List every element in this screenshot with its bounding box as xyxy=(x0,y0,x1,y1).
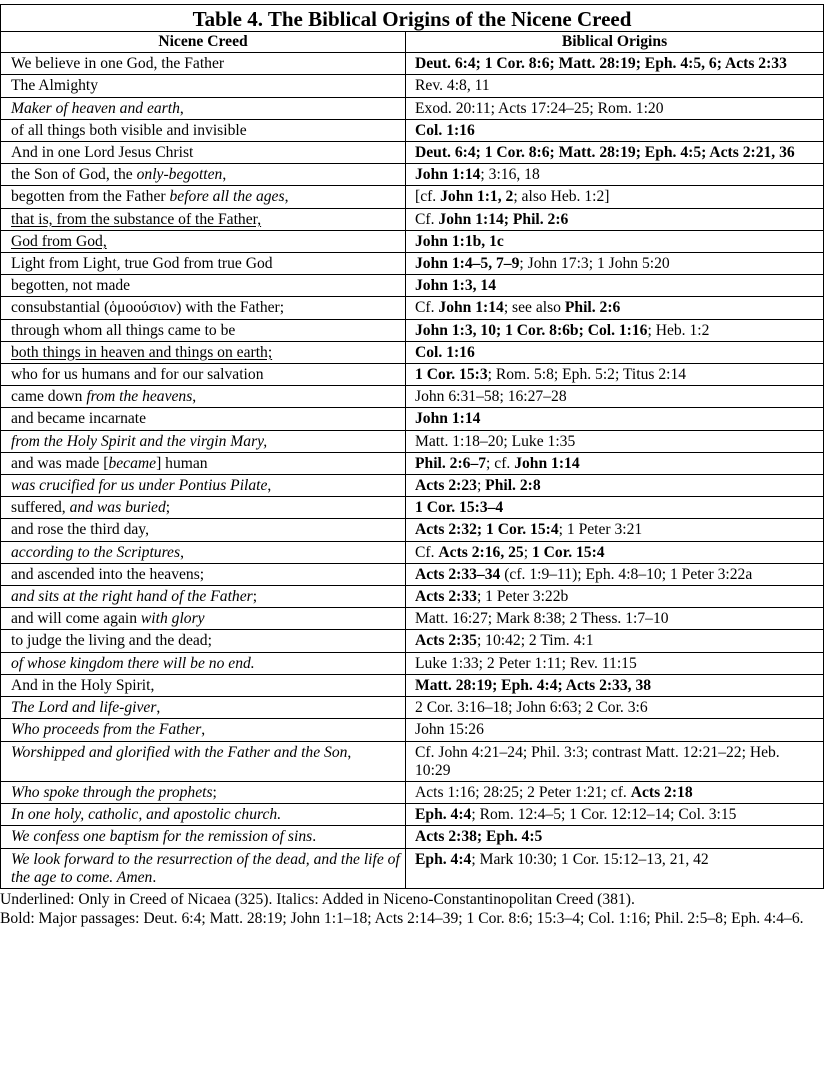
biblical-origin-cell xyxy=(406,452,824,474)
reference-text: (cf. 1:9–11); Eph. 4:8–10; 1 Peter 3:22a xyxy=(500,565,753,583)
biblical-origin-cell xyxy=(406,497,824,519)
creed-phrase-cell xyxy=(1,630,406,652)
table-row xyxy=(1,186,824,208)
creed-text: of all things both visible and invisible xyxy=(11,121,247,139)
creed-text: , xyxy=(156,699,161,717)
creed-text: and became incarnate xyxy=(11,410,147,428)
table-row xyxy=(1,563,824,585)
creed-text: Worshipped and glorified with the Father and the Son xyxy=(11,743,348,761)
reference-text: Acts 2:33–34 xyxy=(415,565,501,583)
creed-text: ] human xyxy=(156,454,208,472)
creed-phrase-cell xyxy=(1,674,406,696)
biblical-origin-cell xyxy=(406,253,824,275)
creed-phrase-cell xyxy=(1,475,406,497)
reference-text: Deut. 6:4; 1 Cor. 8:6; Matt. 28:19; Eph. 4:5, 6; Acts 2:33 xyxy=(415,55,787,73)
biblical-origin-cell xyxy=(406,630,824,652)
reference-text: Acts 2:38; Eph. 4:5 xyxy=(415,828,543,846)
reference-text: Phil. 2:8 xyxy=(485,477,541,495)
reference-text: Col. 1:16 xyxy=(415,343,475,361)
creed-text: from the Holy Spirit and the virgin Mary, xyxy=(11,432,268,450)
creed-text: and sits at the right hand of the Father xyxy=(11,588,253,606)
creed-phrase-cell xyxy=(1,386,406,408)
table-row xyxy=(1,497,824,519)
creed-phrase-cell xyxy=(1,75,406,97)
reference-text: Phil. 2:6 xyxy=(564,299,621,317)
reference-text: John 1:1b, 1c xyxy=(415,232,504,250)
table-row xyxy=(1,630,824,652)
table-row xyxy=(1,253,824,275)
creed-text: both things in heaven and things on earth; xyxy=(11,343,273,361)
table-body xyxy=(1,53,824,889)
biblical-origin-cell xyxy=(406,297,824,319)
biblical-origin-cell xyxy=(406,563,824,585)
table-title: Table 4. The Biblical Origins of the Nicene Creed xyxy=(1,5,824,32)
reference-text: ; Rom. 5:8; Eph. 5:2; Titus 2:14 xyxy=(487,366,687,384)
table-row xyxy=(1,297,824,319)
biblical-origin-cell xyxy=(406,608,824,630)
reference-text: 1 Cor. 15:4 xyxy=(531,543,605,561)
creed-text: and was made [ xyxy=(11,454,109,472)
table-row xyxy=(1,475,824,497)
creed-text: We look forward to the resurrection of the dead, and the life of the age to come. Amen xyxy=(11,850,400,886)
creed-phrase-cell xyxy=(1,364,406,386)
reference-text: Rev. 4:8, 11 xyxy=(415,77,490,95)
reference-text: Cf. xyxy=(415,210,439,228)
biblical-origin-cell xyxy=(406,804,824,826)
biblical-origin-cell xyxy=(406,781,824,803)
table-row xyxy=(1,848,824,888)
creed-text: We confess one baptism for the remission of sins xyxy=(11,828,313,846)
creed-phrase-cell xyxy=(1,408,406,430)
biblical-origin-cell xyxy=(406,430,824,452)
creed-text: and ascended into the heavens; xyxy=(11,565,205,583)
reference-text: Cf. xyxy=(415,299,439,317)
reference-text: 2 Cor. 3:16–18; John 6:63; 2 Cor. 3:6 xyxy=(415,699,648,717)
reference-text: John 1:14 xyxy=(415,410,481,428)
reference-text: Col. 1:16 xyxy=(415,121,475,139)
biblical-origin-cell xyxy=(406,53,824,75)
biblical-origin-cell xyxy=(406,75,824,97)
table-row xyxy=(1,208,824,230)
table-row xyxy=(1,608,824,630)
reference-text: Eph. 4:4 xyxy=(415,850,472,868)
reference-text: John 6:31–58; 16:27–28 xyxy=(415,388,567,406)
creed-text: with glory xyxy=(140,610,205,628)
table-row xyxy=(1,519,824,541)
creed-text: who for us humans and for our salvation xyxy=(11,366,264,384)
reference-text: Matt. 1:18–20; Luke 1:35 xyxy=(415,432,576,450)
creed-text: , xyxy=(222,166,227,184)
creed-text: ; xyxy=(212,783,217,801)
notes-legend-line: Underlined: Only in Creed of Nicaea (325). Italics: Added in Niceno-Constantinopolitan Creed (381). xyxy=(0,890,635,908)
reference-text: ; 3:16, 18 xyxy=(480,166,540,184)
creed-text: The Lord and life-giver xyxy=(11,699,157,717)
reference-text: 1 Cor. 15:3 xyxy=(415,366,488,384)
biblical-origin-cell xyxy=(406,230,824,252)
biblical-origin-cell xyxy=(406,164,824,186)
reference-text: John 1:14; Phil. 2:6 xyxy=(438,210,569,228)
creed-phrase-cell xyxy=(1,341,406,363)
creed-text: . xyxy=(152,868,157,886)
creed-phrase-cell xyxy=(1,230,406,252)
reference-text: ; Heb. 1:2 xyxy=(647,321,710,339)
creed-text: from the heavens xyxy=(86,388,193,406)
table-row xyxy=(1,142,824,164)
biblical-origin-cell xyxy=(406,586,824,608)
biblical-origin-cell xyxy=(406,652,824,674)
creed-phrase-cell xyxy=(1,53,406,75)
table-row xyxy=(1,719,824,741)
creed-phrase-cell xyxy=(1,826,406,848)
biblical-origin-cell xyxy=(406,826,824,848)
creed-phrase-cell xyxy=(1,142,406,164)
table-row xyxy=(1,541,824,563)
biblical-origin-cell xyxy=(406,364,824,386)
creed-phrase-cell xyxy=(1,804,406,826)
creed-text: , xyxy=(192,388,197,406)
table-row xyxy=(1,275,824,297)
creed-text: , xyxy=(201,721,206,739)
table-row xyxy=(1,341,824,363)
table-row xyxy=(1,364,824,386)
table-notes xyxy=(0,889,824,928)
creed-text: God from God, xyxy=(11,232,107,250)
biblical-origin-cell xyxy=(406,142,824,164)
creed-text: begotten from the Father xyxy=(11,188,170,206)
reference-text: Matt. 28:19; Eph. 4:4; Acts 2:33, 38 xyxy=(415,676,652,694)
biblical-origin-cell xyxy=(406,719,824,741)
biblical-origin-cell xyxy=(406,186,824,208)
creed-text: and was buried xyxy=(69,499,166,517)
table-row xyxy=(1,826,824,848)
creed-phrase-cell xyxy=(1,319,406,341)
creed-text: The Almighty xyxy=(11,77,99,95)
creed-text: , xyxy=(284,188,289,206)
reference-text: John 15:26 xyxy=(415,721,484,739)
creed-text: according to the Scriptures xyxy=(11,543,181,561)
biblical-origin-cell xyxy=(406,519,824,541)
biblical-origin-cell xyxy=(406,341,824,363)
table-row xyxy=(1,97,824,119)
creed-text: consubstantial (ὁμοούσιον) with the Father; xyxy=(11,299,285,317)
creed-phrase-cell xyxy=(1,608,406,630)
creed-text: And in the Holy Spirit, xyxy=(11,676,155,694)
reference-text: Acts 2:23 xyxy=(415,477,477,495)
creed-phrase-cell xyxy=(1,297,406,319)
creed-text: Light from Light, true God from true God xyxy=(11,255,273,273)
reference-text: ; see also xyxy=(503,299,565,317)
creed-phrase-cell xyxy=(1,275,406,297)
column-header-nicene-creed: Nicene Creed xyxy=(1,32,406,53)
table-row xyxy=(1,652,824,674)
creed-phrase-cell xyxy=(1,652,406,674)
reference-text: Exod. 20:11; Acts 17:24–25; Rom. 1:20 xyxy=(415,99,664,117)
biblical-origin-cell xyxy=(406,848,824,888)
creed-text: Who spoke through the prophets xyxy=(11,783,213,801)
creed-phrase-cell xyxy=(1,497,406,519)
table-row xyxy=(1,697,824,719)
creed-text: And in one Lord Jesus Christ xyxy=(11,144,194,162)
creed-text: ; xyxy=(165,499,171,517)
creed-phrase-cell xyxy=(1,541,406,563)
reference-text: Acts 2:16, 25 xyxy=(438,543,524,561)
reference-text: John 1:14 xyxy=(415,166,481,184)
table-row xyxy=(1,586,824,608)
reference-text: Cf. John 4:21–24; Phil. 3:3; contrast Matt. 12:21–22; Heb. 10:29 xyxy=(415,743,780,779)
table-row xyxy=(1,164,824,186)
reference-text: John 1:14 xyxy=(438,299,504,317)
creed-phrase-cell xyxy=(1,119,406,141)
biblical-origin-cell xyxy=(406,541,824,563)
notes-major-passages-line: Bold: Major passages: Deut. 6:4; Matt. 28:19; John 1:1–18; Acts 2:14–39; 1 Cor. 8:6; 15:3–4; Col. 1:16; Phil. 2:5–8; Eph. 4:4–6. xyxy=(0,909,804,927)
reference-text: ; xyxy=(476,477,486,495)
creed-phrase-cell xyxy=(1,563,406,585)
column-header-biblical-origins: Biblical Origins xyxy=(406,32,824,53)
creed-text: begotten, not made xyxy=(11,277,131,295)
creed-origins-table xyxy=(0,4,824,889)
creed-phrase-cell xyxy=(1,208,406,230)
creed-text: In one holy, catholic, and apostolic church. xyxy=(11,806,282,824)
reference-text: ; also Heb. 1:2] xyxy=(513,188,610,206)
creed-text: , xyxy=(347,743,352,761)
reference-text: John 1:3, 14 xyxy=(415,277,497,295)
creed-phrase-cell xyxy=(1,452,406,474)
table-row xyxy=(1,804,824,826)
reference-text: Acts 1:16; 28:25; 2 Peter 1:21; cf. xyxy=(415,783,631,801)
reference-text: Phil. 2:6–7 xyxy=(415,454,487,472)
creed-text: Maker of heaven and earth xyxy=(11,99,180,117)
reference-text: Matt. 16:27; Mark 8:38; 2 Thess. 1:7–10 xyxy=(415,610,669,628)
reference-text: ; 10:42; 2 Tim. 4:1 xyxy=(476,632,594,650)
biblical-origin-cell xyxy=(406,319,824,341)
creed-phrase-cell xyxy=(1,186,406,208)
table-row xyxy=(1,452,824,474)
biblical-origin-cell xyxy=(406,475,824,497)
reference-text: Cf. xyxy=(415,543,439,561)
creed-phrase-cell xyxy=(1,781,406,803)
creed-phrase-cell xyxy=(1,697,406,719)
creed-phrase-cell xyxy=(1,848,406,888)
biblical-origin-cell xyxy=(406,208,824,230)
table-row xyxy=(1,119,824,141)
creed-text: and will come again xyxy=(11,610,141,628)
creed-text: of whose kingdom there will be no end. xyxy=(11,654,255,672)
table-row xyxy=(1,741,824,781)
creed-text: , xyxy=(179,99,184,117)
reference-text: Luke 1:33; 2 Peter 1:11; Rev. 11:15 xyxy=(415,654,637,672)
reference-text: 1 Cor. 15:3–4 xyxy=(415,499,504,517)
reference-text: John 1:3, 10; 1 Cor. 8:6b; Col. 1:16 xyxy=(415,321,648,339)
reference-text: Deut. 6:4; 1 Cor. 8:6; Matt. 28:19; Eph. 4:5; Acts 2:21, 36 xyxy=(415,144,795,162)
creed-text: to judge the living and the dead; xyxy=(11,632,212,650)
reference-text: ; cf. xyxy=(486,454,515,472)
creed-text: . xyxy=(312,828,317,846)
reference-text: ; xyxy=(523,543,532,561)
biblical-origin-cell xyxy=(406,119,824,141)
table-row xyxy=(1,781,824,803)
table-row xyxy=(1,674,824,696)
biblical-origin-cell xyxy=(406,386,824,408)
creed-text: suffered, xyxy=(11,499,70,517)
biblical-origin-cell xyxy=(406,275,824,297)
reference-text: John 1:14 xyxy=(514,454,580,472)
reference-text: ; Rom. 12:4–5; 1 Cor. 12:12–14; Col. 3:15 xyxy=(471,806,737,824)
creed-text: ; xyxy=(252,588,258,606)
table-row xyxy=(1,53,824,75)
creed-text: came down xyxy=(11,388,87,406)
creed-text: , xyxy=(267,477,272,495)
creed-text: Who proceeds from the Father xyxy=(11,721,202,739)
creed-text: We believe in one God, the Father xyxy=(11,55,225,73)
biblical-origin-cell xyxy=(406,741,824,781)
reference-text: ; Mark 10:30; 1 Cor. 15:12–13, 21, 42 xyxy=(471,850,709,868)
reference-text: Acts 2:18 xyxy=(630,783,693,801)
reference-text: ; John 17:3; 1 John 5:20 xyxy=(519,255,670,273)
table-row xyxy=(1,386,824,408)
creed-text: , xyxy=(180,543,184,561)
table-row xyxy=(1,408,824,430)
creed-phrase-cell xyxy=(1,253,406,275)
creed-text: and rose the third day, xyxy=(11,521,149,539)
creed-phrase-cell xyxy=(1,741,406,781)
creed-text: before all the ages xyxy=(169,188,285,206)
creed-text: the Son of God, the xyxy=(11,166,137,184)
creed-text: became xyxy=(108,454,157,472)
biblical-origin-cell xyxy=(406,674,824,696)
table-row xyxy=(1,75,824,97)
reference-text: [cf. xyxy=(415,188,441,206)
reference-text: John 1:4–5, 7–9 xyxy=(415,255,520,273)
reference-text: Acts 2:35 xyxy=(415,632,477,650)
creed-phrase-cell xyxy=(1,164,406,186)
creed-phrase-cell xyxy=(1,719,406,741)
creed-phrase-cell xyxy=(1,97,406,119)
reference-text: Acts 2:32; 1 Cor. 15:4 xyxy=(415,521,559,539)
creed-text: through whom all things came to be xyxy=(11,321,236,339)
creed-phrase-cell xyxy=(1,519,406,541)
biblical-origin-cell xyxy=(406,97,824,119)
table-row xyxy=(1,319,824,341)
reference-text: Acts 2:33 xyxy=(415,588,477,606)
biblical-origin-cell xyxy=(406,408,824,430)
creed-text: was crucified for us under Pontius Pilate xyxy=(11,477,268,495)
reference-text: ; 1 Peter 3:22b xyxy=(476,588,569,606)
biblical-origin-cell xyxy=(406,697,824,719)
reference-text: John 1:1, 2 xyxy=(440,188,514,206)
reference-text: Eph. 4:4 xyxy=(415,806,472,824)
table-row xyxy=(1,430,824,452)
reference-text: ; 1 Peter 3:21 xyxy=(558,521,643,539)
creed-text: only-begotten xyxy=(136,166,223,184)
table-row xyxy=(1,230,824,252)
creed-phrase-cell xyxy=(1,586,406,608)
creed-phrase-cell xyxy=(1,430,406,452)
creed-text: that is, from the substance of the Father, xyxy=(11,210,262,228)
